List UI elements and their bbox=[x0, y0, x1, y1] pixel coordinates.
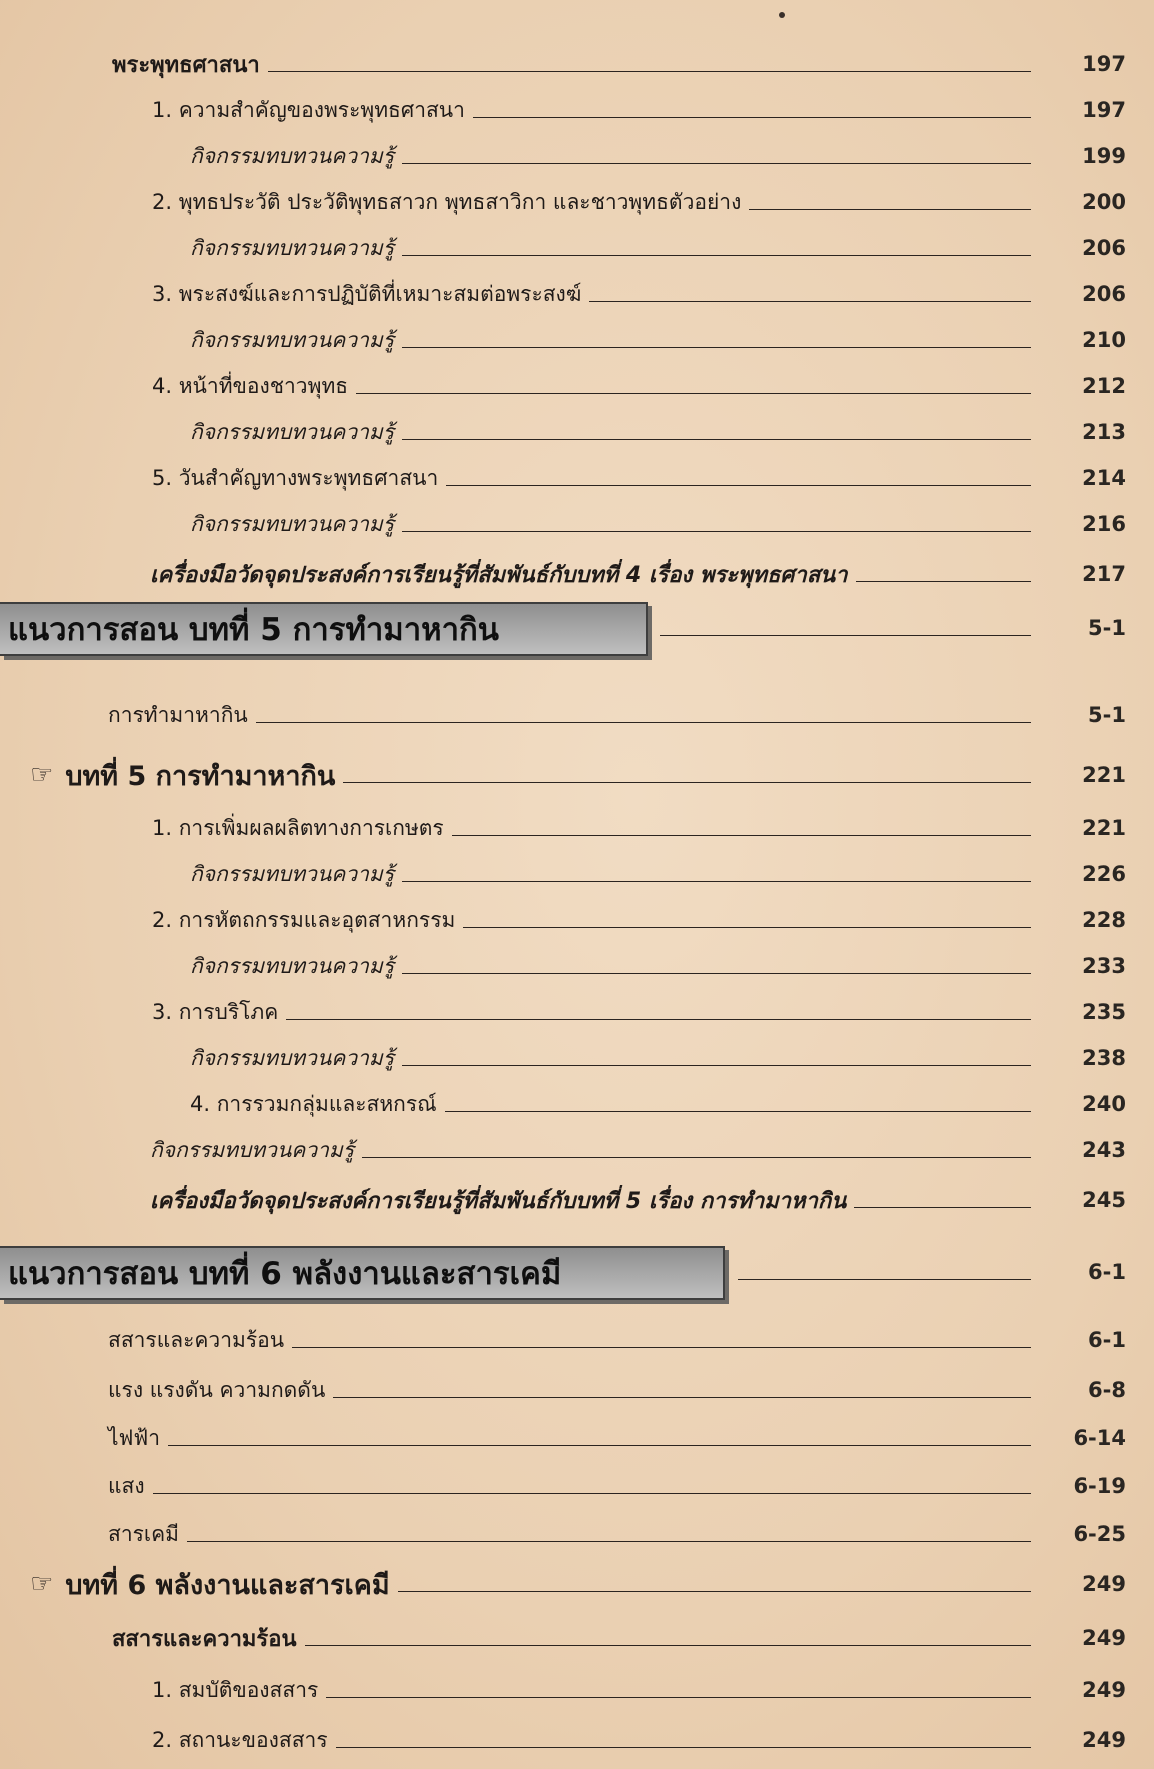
toc-entry bbox=[190, 228, 1154, 268]
page-number: 235 bbox=[1082, 1000, 1126, 1024]
leader-line bbox=[292, 1347, 1031, 1348]
leader-line bbox=[463, 927, 1031, 928]
page-number: 240 bbox=[1082, 1092, 1126, 1116]
toc-entry bbox=[152, 900, 1154, 940]
toc-entry bbox=[108, 1370, 1154, 1410]
toc-entry bbox=[152, 458, 1154, 498]
section-header-box bbox=[0, 602, 648, 656]
toc-entry bbox=[112, 1618, 1154, 1658]
entry-title: กิจกรรมทบทวนความรู้ bbox=[190, 235, 395, 260]
entry-title: เครื่องมือวัดจุดประสงค์การเรียนรู้ที่สัมพันธ์กับบทที่ 5 เรื่อง การทำมาหากิน bbox=[150, 1188, 847, 1214]
page-number: 228 bbox=[1082, 908, 1126, 932]
leader-line bbox=[187, 1541, 1031, 1542]
page-number: 6-1 bbox=[1088, 1260, 1126, 1284]
leader-line bbox=[356, 393, 1031, 394]
pointing-hand-icon: ☞ bbox=[30, 1569, 54, 1599]
entry-title: กิจกรรมทบทวนความรู้ bbox=[190, 953, 395, 978]
leader-line bbox=[343, 782, 1031, 783]
entry-title: สารเคมี bbox=[108, 1521, 179, 1546]
leader-line bbox=[333, 1397, 1031, 1398]
leader-line bbox=[286, 1019, 1031, 1020]
chapter-title: บทที่ 5 การทำมาหากิน bbox=[65, 760, 336, 792]
entry-title: กิจกรรมทบทวนความรู้ bbox=[190, 511, 395, 536]
toc-entry bbox=[152, 808, 1154, 848]
page-dot bbox=[779, 12, 785, 18]
leader-line bbox=[856, 581, 1031, 582]
leader-line bbox=[362, 1157, 1031, 1158]
page-number: 245 bbox=[1082, 1188, 1126, 1212]
leader-line bbox=[305, 1645, 1032, 1646]
leader-line bbox=[336, 1747, 1031, 1748]
leader-line bbox=[268, 71, 1031, 72]
entry-title: 1. ความสำคัญของพระพุทธศาสนา bbox=[152, 97, 465, 122]
toc-entry bbox=[152, 1720, 1154, 1760]
toc-entry bbox=[108, 1514, 1154, 1554]
toc-entry bbox=[108, 1320, 1154, 1360]
chapter-title: บทที่ 6 พลังงานและสารเคมี bbox=[65, 1569, 390, 1601]
entry-title: กิจกรรมทบทวนความรู้ bbox=[190, 143, 395, 168]
entry-title: 4. การรวมกลุ่มและสหกรณ์ bbox=[190, 1091, 437, 1116]
entry-title: 3. การบริโภค bbox=[152, 999, 279, 1024]
leader-line bbox=[738, 1279, 1031, 1280]
page-number: 249 bbox=[1082, 1728, 1126, 1752]
page-number: 5-1 bbox=[1088, 616, 1126, 640]
toc-entry bbox=[112, 44, 1154, 84]
toc-entry bbox=[150, 554, 1154, 594]
section-header-title: แนวการสอน บทที่ 5 การทำมาหากิน bbox=[8, 612, 499, 648]
page-number: 233 bbox=[1082, 954, 1126, 978]
toc-entry bbox=[150, 1130, 1154, 1170]
toc-entry bbox=[190, 1084, 1154, 1124]
toc-entry bbox=[108, 1466, 1154, 1506]
toc-entry bbox=[190, 136, 1154, 176]
entry-title: แรง แรงดัน ความกดดัน bbox=[108, 1377, 326, 1402]
chapter-entry bbox=[30, 1564, 1154, 1604]
page-number: 6-19 bbox=[1073, 1474, 1126, 1498]
toc-entry bbox=[190, 320, 1154, 360]
toc-entry bbox=[108, 695, 1154, 735]
toc-entry bbox=[108, 1418, 1154, 1458]
page-number: 226 bbox=[1082, 862, 1126, 886]
leader-line bbox=[749, 209, 1031, 210]
page-number: 197 bbox=[1082, 52, 1126, 76]
section-header-title: แนวการสอน บทที่ 6 พลังงานและสารเคมี bbox=[8, 1256, 562, 1292]
page-number: 6-25 bbox=[1073, 1522, 1126, 1546]
page-number: 6-14 bbox=[1073, 1426, 1126, 1450]
toc-entry bbox=[190, 504, 1154, 544]
entry-title: กิจกรรมทบทวนความรู้ bbox=[190, 861, 395, 886]
page-number: 214 bbox=[1082, 466, 1126, 490]
leader-line bbox=[402, 347, 1031, 348]
toc-entry bbox=[152, 1670, 1154, 1710]
toc-entry bbox=[190, 854, 1154, 894]
leader-line bbox=[589, 301, 1031, 302]
entry-title: เครื่องมือวัดจุดประสงค์การเรียนรู้ที่สัมพันธ์กับบทที่ 4 เรื่อง พระพุทธศาสนา bbox=[150, 562, 848, 588]
toc-entry bbox=[152, 366, 1154, 406]
toc-entry bbox=[152, 182, 1154, 222]
leader-line bbox=[473, 117, 1031, 118]
toc-entry bbox=[190, 412, 1154, 452]
page-number: 238 bbox=[1082, 1046, 1126, 1070]
page-number: 200 bbox=[1082, 190, 1126, 214]
toc-entry bbox=[152, 90, 1154, 130]
page-number: 206 bbox=[1082, 282, 1126, 306]
entry-title: กิจกรรมทบทวนความรู้ bbox=[190, 419, 395, 444]
entry-title: 5. วันสำคัญทางพระพุทธศาสนา bbox=[152, 465, 439, 490]
page-number: 6-1 bbox=[1088, 1328, 1126, 1352]
page-number: 221 bbox=[1082, 763, 1126, 787]
leader-line bbox=[452, 835, 1031, 836]
leader-line bbox=[445, 1111, 1031, 1112]
entry-title: พระพุทธศาสนา bbox=[112, 52, 260, 78]
leader-line bbox=[402, 255, 1031, 256]
page-number: 206 bbox=[1082, 236, 1126, 260]
page-number: 213 bbox=[1082, 420, 1126, 444]
toc-entry bbox=[150, 1180, 1154, 1220]
section-header-row bbox=[660, 608, 1154, 648]
toc-entry bbox=[190, 946, 1154, 986]
entry-title: 1. การเพิ่มผลผลิตทางการเกษตร bbox=[152, 815, 444, 840]
page-number: 6-8 bbox=[1088, 1378, 1126, 1402]
page-number: 216 bbox=[1082, 512, 1126, 536]
entry-title: 2. สถานะของสสาร bbox=[152, 1727, 328, 1752]
entry-title: สสารและความร้อน bbox=[108, 1327, 285, 1352]
page-number: 217 bbox=[1082, 562, 1126, 586]
leader-line bbox=[326, 1697, 1031, 1698]
page-number: 221 bbox=[1082, 816, 1126, 840]
entry-title: กิจกรรมทบทวนความรู้ bbox=[150, 1137, 355, 1162]
toc-entry bbox=[152, 274, 1154, 314]
section-header-box bbox=[0, 1246, 725, 1300]
leader-line bbox=[402, 439, 1031, 440]
leader-line bbox=[153, 1493, 1031, 1494]
entry-title: 2. การหัตถกรรมและอุตสาหกรรม bbox=[152, 907, 456, 932]
entry-title: สสารและความร้อน bbox=[112, 1626, 297, 1652]
page-number: 249 bbox=[1082, 1626, 1126, 1650]
page-number: 199 bbox=[1082, 144, 1126, 168]
leader-line bbox=[256, 722, 1031, 723]
page-number: 197 bbox=[1082, 98, 1126, 122]
leader-line bbox=[854, 1207, 1031, 1208]
page-number: 243 bbox=[1082, 1138, 1126, 1162]
entry-title: ไฟฟ้า bbox=[108, 1425, 161, 1450]
section-header-row bbox=[738, 1252, 1154, 1292]
entry-title: 1. สมบัติของสสาร bbox=[152, 1677, 319, 1702]
leader-line bbox=[402, 163, 1031, 164]
page-number: 249 bbox=[1082, 1572, 1126, 1596]
pointing-hand-icon: ☞ bbox=[30, 760, 54, 790]
leader-line bbox=[398, 1591, 1031, 1592]
entry-title: การทำมาหากิน bbox=[108, 702, 248, 727]
entry-title: 3. พระสงฆ์และการปฏิบัติที่เหมาะสมต่อพระสงฆ์ bbox=[152, 281, 582, 306]
page-number: 5-1 bbox=[1088, 703, 1126, 727]
entry-title: 2. พุทธประวัติ ประวัติพุทธสาวก พุทธสาวิกา และชาวพุทธตัวอย่าง bbox=[152, 189, 742, 214]
entry-title: แสง bbox=[108, 1473, 145, 1498]
page-number: 210 bbox=[1082, 328, 1126, 352]
chapter-entry bbox=[30, 755, 1154, 795]
leader-line bbox=[402, 881, 1031, 882]
leader-line bbox=[402, 1065, 1031, 1066]
page-number: 249 bbox=[1082, 1678, 1126, 1702]
leader-line bbox=[402, 973, 1031, 974]
leader-line bbox=[168, 1445, 1031, 1446]
page-number: 212 bbox=[1082, 374, 1126, 398]
entry-title: 4. หน้าที่ของชาวพุทธ bbox=[152, 373, 349, 398]
entry-title: กิจกรรมทบทวนความรู้ bbox=[190, 1045, 395, 1070]
entry-title: กิจกรรมทบทวนความรู้ bbox=[190, 327, 395, 352]
toc-entry bbox=[190, 1038, 1154, 1078]
toc-entry bbox=[152, 992, 1154, 1032]
leader-line bbox=[660, 635, 1031, 636]
leader-line bbox=[446, 485, 1031, 486]
leader-line bbox=[402, 531, 1031, 532]
